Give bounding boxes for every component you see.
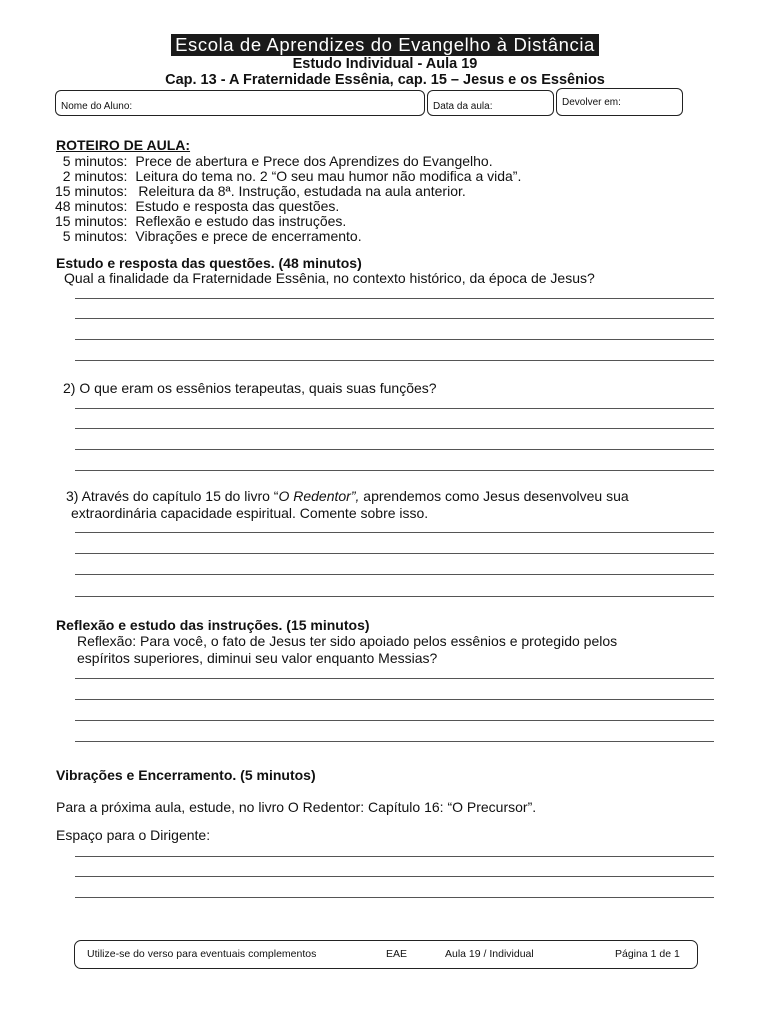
footer-note: Utilize-se do verso para eventuais complementos	[87, 948, 317, 960]
question-3: 3) Através do capítulo 15 do livro “O Redentor”, aprendemos como Jesus desenvolveu sua	[66, 488, 629, 504]
reflection-heading: Reflexão e estudo das instruções. (15 minutos)	[56, 617, 370, 633]
book-title: O Redentor”,	[278, 488, 360, 504]
student-name-field[interactable]	[55, 90, 425, 116]
answer-line[interactable]	[75, 699, 714, 700]
answer-line[interactable]	[75, 449, 714, 450]
roteiro-item: 5 minutos: Prece de abertura e Prece dos Aprendizes do Evangelho.	[62, 153, 493, 169]
answer-line[interactable]	[75, 532, 714, 533]
roteiro-table	[55, 154, 521, 244]
roteiro-item: 48 minutos: Estudo e resposta das questões.	[55, 198, 340, 214]
page-footer	[74, 940, 698, 969]
answer-line[interactable]	[75, 720, 714, 721]
roteiro-item: 15 minutos: Releitura da 8ª. Instrução, estudada na aula anterior.	[55, 183, 466, 199]
closing-heading: Vibrações e Encerramento. (5 minutos)	[56, 767, 316, 783]
answer-line[interactable]	[75, 741, 714, 742]
reflection-question: Reflexão: Para você, o fato de Jesus ter sido apoiado pelos essênios e protegido pelos	[77, 633, 618, 649]
question-1: Qual a finalidade da Fraternidade Essênia, no contexto histórico, da época de Jesus?	[64, 270, 595, 286]
question-2: 2) O que eram os essênios terapeutas, quais suas funções?	[63, 380, 437, 396]
chapter-subtitle: Cap. 13 - A Fraternidade Essênia, cap. 15 – Jesus e os Essênios	[165, 72, 605, 88]
footer-lesson: Aula 19 / Individual	[445, 948, 534, 960]
roteiro-item: 2 minutos: Leitura do tema no. 2 “O seu mau humor não modifica a vida”.	[62, 168, 522, 184]
answer-line[interactable]	[75, 298, 714, 299]
roteiro-item: 15 minutos: Reflexão e estudo das instruções.	[55, 213, 347, 229]
class-date-field[interactable]	[427, 90, 554, 116]
lesson-subtitle: Estudo Individual - Aula 19	[292, 56, 478, 72]
reflection-question-line-2: espíritos superiores, diminui seu valor enquanto Messias?	[77, 650, 438, 666]
roteiro-item: 5 minutos: Vibrações e prece de encerramento.	[62, 228, 362, 244]
questions-heading: Estudo e resposta das questões. (48 minutos)	[56, 255, 362, 271]
answer-line[interactable]	[75, 408, 714, 409]
student-name-label: Nome do Aluno:	[61, 101, 133, 112]
return-date-field[interactable]	[556, 88, 683, 116]
answer-line[interactable]	[75, 574, 714, 575]
answer-line[interactable]	[75, 428, 714, 429]
class-date-label: Data da aula:	[433, 101, 493, 112]
leader-space-label: Espaço para o Dirigente:	[56, 827, 211, 843]
leader-line[interactable]	[75, 897, 714, 898]
answer-line[interactable]	[75, 553, 714, 554]
answer-line[interactable]	[75, 596, 714, 597]
leader-line[interactable]	[75, 856, 714, 857]
leader-line[interactable]	[75, 876, 714, 877]
next-class-note: Para a próxima aula, estude, no livro O Redentor: Capítulo 16: “O Precursor”.	[56, 799, 537, 815]
answer-line[interactable]	[75, 318, 714, 319]
document-title: Escola de Aprendizes do Evangelho à Distância	[0, 34, 770, 56]
answer-line[interactable]	[75, 470, 714, 471]
answer-line[interactable]	[75, 360, 714, 361]
roteiro-heading: ROTEIRO DE AULA:	[56, 137, 191, 153]
return-date-label: Devolver em:	[562, 97, 621, 108]
answer-line[interactable]	[75, 339, 714, 340]
answer-line[interactable]	[75, 678, 714, 679]
question-3-line-2: extraordinária capacidade espiritual. Comente sobre isso.	[71, 505, 429, 521]
footer-page-number: Página 1 de 1	[615, 948, 680, 960]
footer-org: EAE	[386, 948, 408, 960]
